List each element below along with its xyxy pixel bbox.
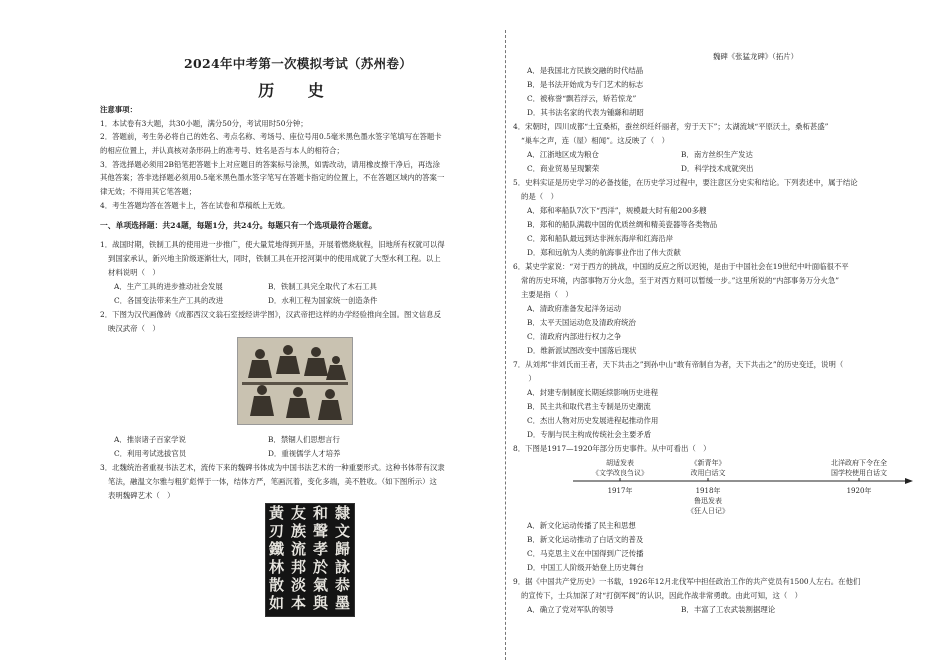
question-3-stem: 表明魏碑艺术（ ） bbox=[108, 491, 175, 500]
timeline-event-lu-xun: 鲁迅发表 bbox=[694, 497, 722, 505]
question-6-stem: 6．某史学家说：“对于西方的挑战，中国的反应之所以迟钝，是由于中国社会在19世纪中叶面临很不平 bbox=[513, 262, 849, 271]
stele-character: 本 bbox=[291, 594, 307, 612]
stele-character: 族 bbox=[291, 522, 307, 540]
stele-character: 鐵 bbox=[269, 540, 285, 558]
q2-option-a: A．推崇诸子百家学说 bbox=[114, 435, 186, 444]
question-9-stem: 的宣传下，士兵加深了对“打倒军阀”的认识，因此作战非常勇敢。由此可知，这（ ） bbox=[521, 591, 803, 600]
q4-option-c: C．商业贸易呈现繁荣 bbox=[527, 164, 600, 173]
stele-character: 墨 bbox=[335, 594, 351, 612]
question-8-stem: 8．下图是1917—1920年部分历史事件。从中可看出（ ） bbox=[513, 444, 711, 453]
q1-option-a: A．生产工具的进步推动社会发展 bbox=[114, 282, 223, 291]
question-1-stem: 到国家承认，新兴地主阶级逐渐壮大，同时，铁制工具在开挖河渠中的使用成就了大型水利工程。以上 bbox=[108, 254, 441, 263]
q1-option-c: C．各国变法带来生产工具的改进 bbox=[114, 296, 224, 305]
notice-item: 2．答题前，考生务必将自己的姓名、考点名称、考场号、座位号用0.5毫米黑色墨水签字笔填写在答题卡 bbox=[100, 132, 442, 141]
question-7-stem: ） bbox=[521, 374, 536, 383]
stele-character: 恭 bbox=[335, 576, 351, 594]
stele-character: 黃 bbox=[269, 504, 285, 522]
q4-option-d: D．科学技术成就突出 bbox=[681, 164, 754, 173]
history-timeline bbox=[573, 458, 913, 518]
q4-option-b: B．南方丝织生产发达 bbox=[681, 150, 753, 159]
q7-option-c: C．杰出人物对历史发展进程起推动作用 bbox=[527, 416, 659, 425]
q4-option-a: A．江浙地区成为粮仓 bbox=[527, 150, 599, 159]
question-1-stem: 材料说明（ ） bbox=[108, 268, 160, 277]
stele-character: 淡 bbox=[291, 576, 307, 594]
question-2-stem: 映汉武帝（ ） bbox=[108, 324, 160, 333]
q8-option-a: A．新文化运动传播了民主和思想 bbox=[527, 521, 636, 530]
stele-character: 友 bbox=[291, 504, 307, 522]
timeline-event-new-youth-detail: 改用白话文 bbox=[690, 469, 726, 477]
question-4-stem: “巢车之声，连（屋）相闻”。这反映了（ ） bbox=[521, 136, 669, 145]
q6-option-c: C．清政府内部进行权力之争 bbox=[527, 332, 622, 341]
zhang-menglong-stele-rubbing bbox=[265, 503, 355, 617]
stele-character: 氣 bbox=[313, 576, 329, 594]
notice-item: 4．考生答题均答在答题卡上，答在试卷和草稿纸上无效。 bbox=[100, 201, 290, 210]
question-6-stem: 主要是指（ ） bbox=[521, 290, 573, 299]
q5-option-d: D．郑和远航为人类的航海事业作出了伟大贡献 bbox=[527, 248, 681, 257]
question-6-stem: 常的历史环境，内部事物万分火急，至于对西方则可以暂缓一步。”这里所说的“内部事务万分火急” bbox=[521, 276, 840, 285]
stele-character: 文 bbox=[335, 522, 351, 540]
q7-option-d: D．专制与民主构成传统社会主要矛盾 bbox=[527, 430, 652, 439]
q8-option-d: D．中国工人阶级开始登上历史舞台 bbox=[527, 563, 644, 572]
q3-option-a: A．是我国北方民族交融的时代结晶 bbox=[527, 66, 644, 75]
stele-character: 林 bbox=[269, 558, 285, 576]
stele-character: 散 bbox=[269, 576, 285, 594]
q5-option-a: A．郑和率船队7次下“西洋”，规模最大时有船200多艘 bbox=[527, 206, 707, 215]
timeline-event-beiyang: 北洋政府下令在全 bbox=[831, 459, 887, 467]
notice-item: 的相应位置上，并认真核对条形码上的准考号、姓名是否与本人的相符合； bbox=[100, 146, 344, 155]
notice-item: 其他答案；答非选择题必须用0.5毫米黑色墨水签字笔写在答题卡指定的位置上，不在答题区域内的答案一 bbox=[100, 173, 445, 182]
timeline-event-lu-xun-work: 《狂人日记》 bbox=[687, 507, 729, 515]
question-7-stem: 7．从刘邦“非刘氏而王者，天下共击之”到孙中山“敢有帝制自为者，天下共击之”的历史变迁，说明（ bbox=[513, 360, 844, 369]
timeline-year-1918: 1918年 bbox=[695, 487, 721, 495]
timeline-year-1920: 1920年 bbox=[846, 487, 872, 495]
q2-option-c: C．利用考试选拔官员 bbox=[114, 449, 187, 458]
question-3-stem: 3．北魏统治者重视书法艺术，流传下来的魏碑书体成为中国书法艺术的一种重要形式。这种书体带有汉隶 bbox=[100, 463, 445, 472]
timeline-event-beiyang-detail: 国学校使用白话文 bbox=[831, 469, 887, 477]
q6-option-b: B．太平天国运动危及清政府统治 bbox=[527, 318, 636, 327]
q3-image-caption: 魏碑《张猛龙碑》（拓片） bbox=[713, 52, 798, 61]
timeline-axis bbox=[573, 478, 913, 484]
timeline-year-1917: 1917年 bbox=[607, 487, 633, 495]
notice-item: 3．答选择题必须用2B铅笔把答题卡上对应题目的答案标号涂黑，如需改动，请用橡皮擦干净后，再选涂 bbox=[100, 160, 441, 169]
q7-option-b: B．民主共和取代君主专制是历史潮流 bbox=[527, 402, 651, 411]
question-4-stem: 4．宋朝时，四川成都“土宜桑柘，蚕丝织纴纤丽者，穷于天下”；太湖流域“平原沃土，桑柘甚盛” bbox=[513, 122, 829, 131]
q6-option-a: A．清政府准备发起洋务运动 bbox=[527, 304, 622, 313]
timeline-event-hu-shi: 胡适发表 bbox=[606, 459, 634, 467]
q9-option-b: B．丰富了工农武装割据理论 bbox=[681, 605, 776, 614]
stele-character: 隸 bbox=[335, 504, 351, 522]
timeline-event-hu-shi-work: 《文学改良刍议》 bbox=[592, 469, 648, 477]
han-brick-relief-image bbox=[237, 337, 353, 425]
question-3-stem: 笔法，融温文尔雅与粗犷彪悍于一体，结体方严，笔画沉着，变化多端，美不胜收。（如下图所示）这 bbox=[108, 477, 437, 486]
notice-heading: 注意事项： bbox=[100, 105, 137, 114]
exam-title: 2024年中考第一次模拟考试（苏州卷） bbox=[184, 56, 412, 71]
stele-character: 歸 bbox=[335, 540, 351, 558]
notice-item: 律无效；不得用其它笔答题； bbox=[100, 187, 197, 196]
exam-subject: 历 史 bbox=[258, 81, 338, 100]
stele-character: 邦 bbox=[291, 558, 307, 576]
q9-option-a: A．确立了党对军队的领导 bbox=[527, 605, 614, 614]
q1-option-b: B．铁制工具完全取代了木石工具 bbox=[268, 282, 377, 291]
stele-character: 如 bbox=[269, 594, 285, 612]
stele-character: 流 bbox=[291, 540, 307, 558]
q5-option-b: B．郑和的船队满载中国的优质丝绸和精美瓷器等各类物品 bbox=[527, 220, 718, 229]
q3-option-c: C．被称誉“飘若浮云，矫若惊龙” bbox=[527, 94, 637, 103]
q7-option-a: A．封建专制制度长期延续影响历史进程 bbox=[527, 388, 658, 397]
q3-option-d: D．其书法名家的代表为锺繇和胡昭 bbox=[527, 108, 644, 117]
question-5-stem: 的是（ ） bbox=[521, 192, 558, 201]
stele-character: 刃 bbox=[269, 522, 285, 540]
column-divider bbox=[505, 30, 506, 660]
q8-option-c: C．马克思主义在中国得到广泛传播 bbox=[527, 549, 644, 558]
question-1-stem: 1．战国时期，铁制工具的使用进一步推广，使大量荒地得到开垦，开展着燃烧航程，旧地所有权就可以得 bbox=[100, 240, 445, 249]
question-5-stem: 5．史料实证是历史学习的必备技能，在历史学习过程中，要注意区分史实和结论。下列表述中，属于结论 bbox=[513, 178, 858, 187]
q2-option-b: B．禁锢人们思想言行 bbox=[268, 435, 340, 444]
q5-option-c: C．郑和船队最远到达非洲东海岸和红海沿岸 bbox=[527, 234, 674, 243]
q8-option-b: B．新文化运动推动了白话文的普及 bbox=[527, 535, 644, 544]
q3-option-b: B．是书法开始成为专门艺术的标志 bbox=[527, 80, 644, 89]
stele-character: 與 bbox=[313, 594, 329, 612]
timeline-event-new-youth: 《新青年》 bbox=[690, 459, 726, 467]
section-heading: 一、单项选择题：共24题，每题1分，共24分。每题只有一个选项最符合题意。 bbox=[100, 221, 377, 230]
q2-option-d: D．重视儒学人才培养 bbox=[268, 449, 341, 458]
stele-character: 於 bbox=[313, 558, 329, 576]
question-9-stem: 9．据《中国共产党历史》一书载，1926年12月北伐军中担任政治工作的共产党员有1500人左右。在他们 bbox=[513, 577, 861, 586]
q1-option-d: D．水利工程为国家统一创造条件 bbox=[268, 296, 378, 305]
stele-character: 和 bbox=[313, 504, 329, 522]
question-2-stem: 2．下图为汉代画像砖《成都西汉文翁石室授经讲学图》，汉武帝把这样的办学经验推向全国。图文信息反 bbox=[100, 310, 441, 319]
notice-item: 1．本试卷有3大题，共30小题，满分50分，考试用时50分钟； bbox=[100, 119, 308, 128]
stele-character: 聲 bbox=[313, 522, 329, 540]
stele-character: 孝 bbox=[313, 540, 329, 558]
stele-character: 詠 bbox=[335, 558, 351, 576]
q6-option-d: D．维新派试图改变中国落后现状 bbox=[527, 346, 637, 355]
